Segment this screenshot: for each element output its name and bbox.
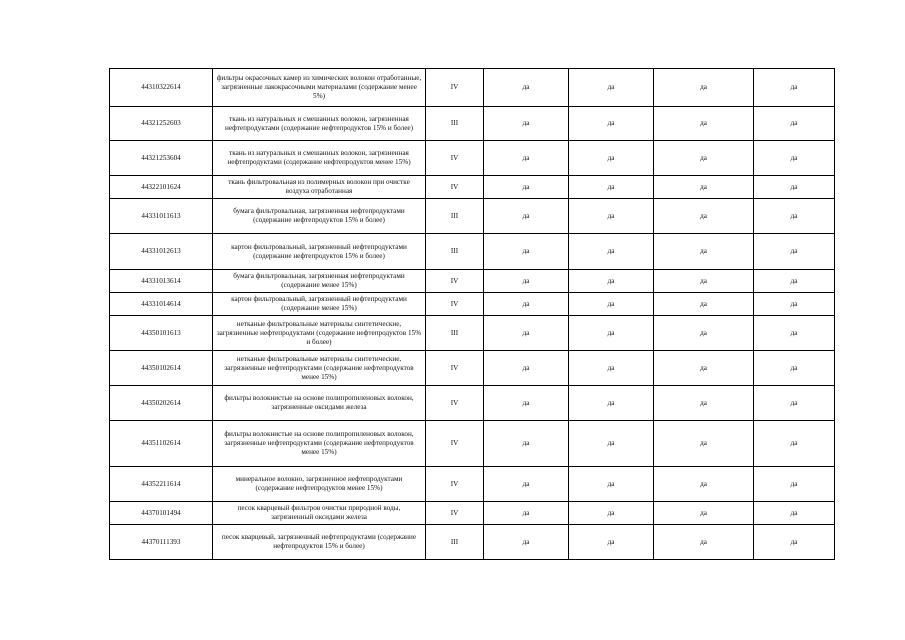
hazard-class-cell: IV xyxy=(426,270,484,293)
waste-code-cell: 44352211614 xyxy=(110,467,213,502)
flag-cell-4: да xyxy=(754,502,835,525)
waste-code-cell: 44331014614 xyxy=(110,293,213,316)
flag-cell-4: да xyxy=(754,386,835,421)
flag-cell-3: да xyxy=(654,351,754,386)
flag-cell-1: да xyxy=(484,467,569,502)
flag-cell-4: да xyxy=(754,176,835,199)
table-row xyxy=(110,69,835,107)
flag-cell-3: да xyxy=(654,107,754,141)
waste-code-cell: 44321253604 xyxy=(110,141,213,176)
flag-cell-2: да xyxy=(569,525,654,560)
flag-cell-1: да xyxy=(484,421,569,467)
table-row xyxy=(110,351,835,386)
waste-name-cell: картон фильтровальный, загрязненный нефтепродуктами (содержание нефтепродуктов 15% и более) xyxy=(213,234,426,270)
hazard-class-cell: IV xyxy=(426,467,484,502)
waste-code-cell: 44331011613 xyxy=(110,199,213,234)
waste-name-cell: фильтры окрасочных камер из химических волокон отработанные, загрязненные лакокрасочными материалами (содержание менее 5%) xyxy=(213,69,426,107)
flag-cell-3: да xyxy=(654,502,754,525)
table-row xyxy=(110,270,835,293)
flag-cell-2: да xyxy=(569,234,654,270)
waste-code-cell: 44350102614 xyxy=(110,351,213,386)
flag-cell-3: да xyxy=(654,293,754,316)
waste-name-cell: ткань фильтровальная из полимерных волокон при очистке воздуха отработанная xyxy=(213,176,426,199)
hazard-class-cell: III xyxy=(426,234,484,270)
waste-code-cell: 44310322614 xyxy=(110,69,213,107)
table-row xyxy=(110,176,835,199)
flag-cell-1: да xyxy=(484,386,569,421)
flag-cell-2: да xyxy=(569,176,654,199)
waste-code-cell: 44370101494 xyxy=(110,502,213,525)
hazard-class-cell: III xyxy=(426,107,484,141)
flag-cell-1: да xyxy=(484,141,569,176)
waste-name-cell: песок кварцевый, загрязненный нефтепродуктами (содержание нефтепродуктов 15% и более) xyxy=(213,525,426,560)
waste-code-cell: 44321252603 xyxy=(110,107,213,141)
hazard-class-cell: III xyxy=(426,525,484,560)
flag-cell-3: да xyxy=(654,69,754,107)
waste-code-cell: 44370111393 xyxy=(110,525,213,560)
flag-cell-4: да xyxy=(754,69,835,107)
waste-name-cell: нетканые фильтровальные материалы синтетические, загрязненные нефтепродуктами (содержание нефтепродуктов менее 15%) xyxy=(213,351,426,386)
flag-cell-1: да xyxy=(484,270,569,293)
flag-cell-3: да xyxy=(654,141,754,176)
flag-cell-1: да xyxy=(484,199,569,234)
table-row xyxy=(110,199,835,234)
table-row xyxy=(110,421,835,467)
flag-cell-4: да xyxy=(754,234,835,270)
hazard-class-cell: IV xyxy=(426,502,484,525)
waste-table-body xyxy=(110,69,835,560)
flag-cell-2: да xyxy=(569,502,654,525)
flag-cell-3: да xyxy=(654,176,754,199)
table-row xyxy=(110,107,835,141)
flag-cell-2: да xyxy=(569,69,654,107)
flag-cell-3: да xyxy=(654,270,754,293)
flag-cell-3: да xyxy=(654,525,754,560)
waste-code-cell: 44350202614 xyxy=(110,386,213,421)
waste-name-cell: песок кварцевый фильтров очистки природной воды, загрязненный оксидами железа xyxy=(213,502,426,525)
waste-code-cell: 44351102614 xyxy=(110,421,213,467)
flag-cell-3: да xyxy=(654,421,754,467)
flag-cell-1: да xyxy=(484,69,569,107)
table-row xyxy=(110,293,835,316)
table-row xyxy=(110,467,835,502)
table-row xyxy=(110,234,835,270)
flag-cell-4: да xyxy=(754,270,835,293)
flag-cell-1: да xyxy=(484,293,569,316)
waste-name-cell: минеральное волокно, загрязненное нефтепродуктами (содержание нефтепродуктов менее 15%) xyxy=(213,467,426,502)
table-row xyxy=(110,316,835,351)
hazard-class-cell: III xyxy=(426,199,484,234)
waste-name-cell: ткань из натуральных и смешанных волокон, загрязненная нефтепродуктами (содержание нефтепродуктов менее 15%) xyxy=(213,141,426,176)
flag-cell-4: да xyxy=(754,141,835,176)
flag-cell-1: да xyxy=(484,316,569,351)
flag-cell-3: да xyxy=(654,234,754,270)
waste-code-cell: 44322101624 xyxy=(110,176,213,199)
table-row xyxy=(110,386,835,421)
hazard-class-cell: IV xyxy=(426,351,484,386)
flag-cell-4: да xyxy=(754,467,835,502)
hazard-class-cell: IV xyxy=(426,386,484,421)
flag-cell-2: да xyxy=(569,270,654,293)
waste-code-cell: 44331012613 xyxy=(110,234,213,270)
flag-cell-2: да xyxy=(569,316,654,351)
flag-cell-4: да xyxy=(754,293,835,316)
flag-cell-1: да xyxy=(484,502,569,525)
waste-name-cell: фильтры волокнистые на основе полипропиленовых волокон, загрязненные нефтепродуктами (содержание нефтепродуктов менее 15%) xyxy=(213,421,426,467)
waste-name-cell: картон фильтровальный, загрязненный нефтепродуктами (содержание менее 15%) xyxy=(213,293,426,316)
waste-table xyxy=(109,68,835,560)
hazard-class-cell: IV xyxy=(426,69,484,107)
waste-code-cell: 44350101613 xyxy=(110,316,213,351)
flag-cell-2: да xyxy=(569,467,654,502)
flag-cell-2: да xyxy=(569,199,654,234)
waste-name-cell: ткань из натуральных и смешанных волокон, загрязненная нефтепродуктами (содержание нефтепродуктов 15% и более) xyxy=(213,107,426,141)
flag-cell-4: да xyxy=(754,316,835,351)
flag-cell-2: да xyxy=(569,107,654,141)
flag-cell-4: да xyxy=(754,107,835,141)
flag-cell-1: да xyxy=(484,351,569,386)
flag-cell-3: да xyxy=(654,199,754,234)
waste-name-cell: бумага фильтровальная, загрязненная нефтепродуктами (содержание менее 15%) xyxy=(213,270,426,293)
flag-cell-1: да xyxy=(484,234,569,270)
flag-cell-4: да xyxy=(754,199,835,234)
waste-name-cell: нетканые фильтровальные материалы синтетические, загрязненные нефтепродуктами (содержание нефтепродуктов 15% и более) xyxy=(213,316,426,351)
waste-code-cell: 44331013614 xyxy=(110,270,213,293)
hazard-class-cell: IV xyxy=(426,141,484,176)
table-row xyxy=(110,525,835,560)
waste-name-cell: бумага фильтровальная, загрязненная нефтепродуктами (содержание нефтепродуктов 15% и более) xyxy=(213,199,426,234)
flag-cell-2: да xyxy=(569,386,654,421)
hazard-class-cell: III xyxy=(426,316,484,351)
flag-cell-1: да xyxy=(484,525,569,560)
flag-cell-3: да xyxy=(654,467,754,502)
flag-cell-4: да xyxy=(754,525,835,560)
flag-cell-2: да xyxy=(569,351,654,386)
flag-cell-3: да xyxy=(654,386,754,421)
flag-cell-1: да xyxy=(484,176,569,199)
flag-cell-4: да xyxy=(754,421,835,467)
table-row xyxy=(110,141,835,176)
table-row xyxy=(110,502,835,525)
flag-cell-4: да xyxy=(754,351,835,386)
flag-cell-2: да xyxy=(569,421,654,467)
hazard-class-cell: IV xyxy=(426,421,484,467)
flag-cell-1: да xyxy=(484,107,569,141)
flag-cell-3: да xyxy=(654,316,754,351)
hazard-class-cell: IV xyxy=(426,176,484,199)
waste-name-cell: фильтры волокнистые на основе полипропиленовых волокон, загрязненные оксидами железа xyxy=(213,386,426,421)
flag-cell-2: да xyxy=(569,293,654,316)
hazard-class-cell: IV xyxy=(426,293,484,316)
flag-cell-2: да xyxy=(569,141,654,176)
